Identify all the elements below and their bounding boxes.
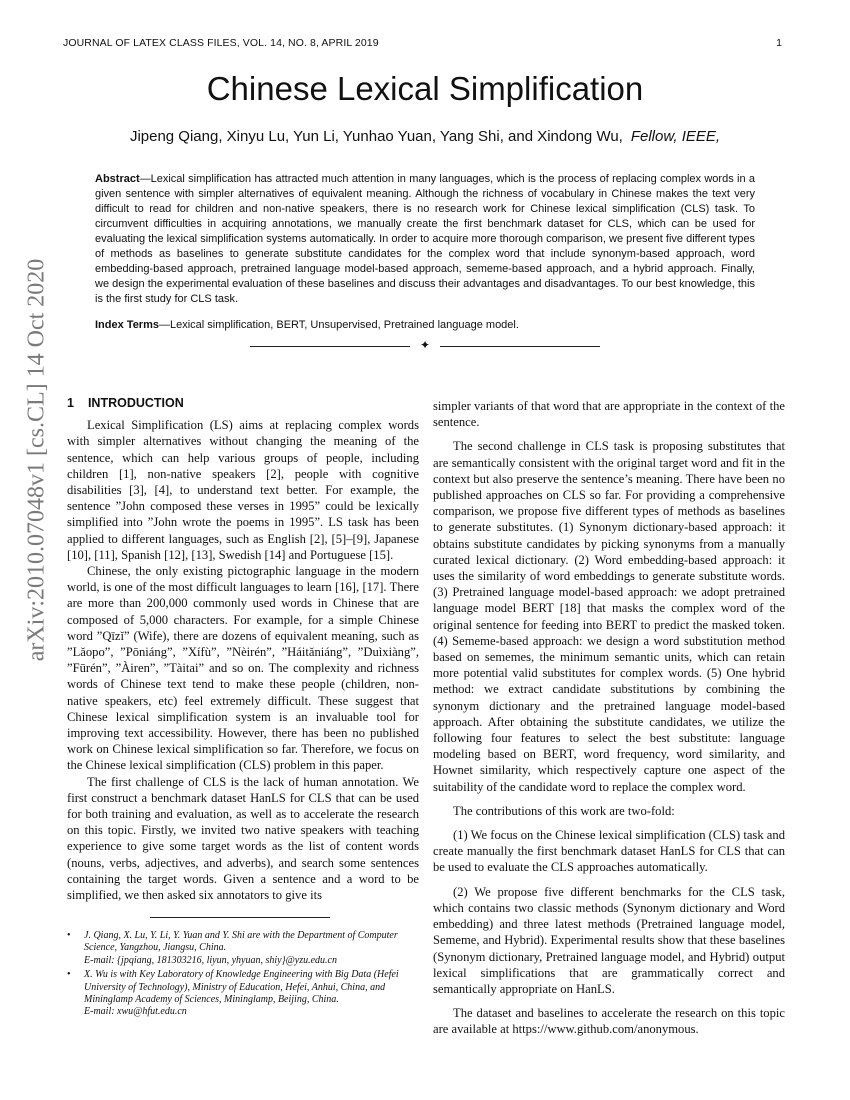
left-column — [67, 395, 419, 903]
running-header: JOURNAL OF LATEX CLASS FILES, VOL. 14, NO. 8, APRIL 2019 — [63, 37, 379, 49]
body-paragraph: (2) We propose five different benchmarks for the CLS task, which contains two classic methods (Synonym dictionary and Word embedding) and three latest methods (Pretrained language model, Sememe, and Hybrid). Experimental results show that these baselines (Synonym dictionary, Pretrained language model, and Hybrid) output lexical simplifications that are grammatically correct and semantically appropriate on HanLS. — [433, 884, 785, 996]
section-title: INTRODUCTION — [87, 396, 184, 410]
body-paragraph: The first challenge of CLS is the lack of human annotation. We first construct a benchmark dataset HanLS for CLS that can be used for both training and evaluation, as well as to accelerate the research on this topic. Firstly, we invited two native speakers with teaching experience to give some target words as the list of content words (nouns, verbs, adjectives, and adverbs), and search some sentences containing the target words. Given a sentence and a word to be simplified, we then asked six annotators to give its — [67, 774, 419, 903]
abstract — [95, 172, 755, 307]
divider-line-right — [440, 346, 600, 347]
footnote-affiliation: J. Qiang, X. Lu, Y. Li, Y. Yuan and Y. Shi are with the Department of Computer Science, Yangzhou, Jiangsu, China. — [84, 930, 398, 954]
body-paragraph: (1) We focus on the Chinese lexical simplification (CLS) task and create manually the first benchmark dataset HanLS for CLS that can be used to evaluate the CLS approaches automatically. — [433, 828, 785, 875]
arxiv-stamp: arXiv:2010.07048v1 [cs.CL] 14 Oct 2020 — [23, 258, 50, 662]
footnote-rule — [150, 917, 330, 918]
author-names: Jipeng Qiang, Xinyu Lu, Yun Li, Yunhao Yuan, Yang Shi, and Xindong Wu, — [129, 128, 623, 145]
page-number: 1 — [776, 37, 782, 49]
footnote-email: E-mail: xwu@hfut.edu.cn — [84, 1006, 187, 1018]
divider-diamond-icon: ✦ — [420, 338, 431, 352]
footnote-item — [67, 930, 419, 967]
paper-title: Chinese Lexical Simplification — [206, 70, 644, 107]
body-paragraph: The second challenge in CLS task is proposing substitutes that are semantically consistent with the original target word and fit in the context but also preserve the sentence’s meaning. There have been no published approaches on CLS so far. For providing a comprehensive comparison, we propose five different types of methods as baselines to generate substitutes. (1) Synonym dictionary-based approach: it obtains substitute candidates by picking synonyms from a manually curated lexical dictionary. (2) Word embedding-based approach: it uses the similarity of word embeddings to generate substitute words. (3) Pretrained language model-based approach: we adopt pretrained language model BERT [18] that masks the complex word of the original sentence for feeding into BERT to predict the masked token. (4) Sememe-based approach: we design a word substitution method based on sememes, the minimum semantic units, which can retain more potential valid substitutes for complex words. (5) One hybrid method: we extract candidate substitutions by combining the synonym dictionary and the pretrained language model-based approach. After obtaining the substitute candidates, we utilize the following four features to select the best substitute: language modeling based on BERT, word frequency, word similarity, and Hownet similarity, which respectively capture one aspect of the suitability of the candidate word to replace the complex word. — [433, 439, 785, 794]
body-paragraph: Lexical Simplification (LS) aims at replacing complex words with simpler alternatives without changing the meaning of the sentence, which can help various groups of people, including children [1], non-native speakers [2], people with cognitive disabilities [3], [4], to understand text better. For example, the sentence ”John composed these verses in 1995” could be lexically simplified into ”John wrote the poems in 1995”. LS task has been applied to different languages, such as English [2], [5]–[9], Japanese [10], [11], Spanish [12], [13], Swedish [14] and Portuguese [15]. — [67, 418, 419, 562]
right-column — [433, 398, 785, 1038]
section-number: 1 — [67, 396, 74, 410]
divider-line-left — [250, 346, 410, 347]
section-divider — [250, 338, 600, 352]
abstract-text: —Lexical simplification has attracted much attention in many languages, which is the process of replacing complex words in a given sentence with simpler alternatives of equivalent meaning. Although the richness of vocabulary in Chinese makes the text very difficult to read for children and non-native speakers, there is no research work for Chinese lexical simplification (CLS) task. To circumvent difficulties in acquiring annotations, we manually create the first benchmark dataset for CLS, which can be used for evaluating the lexical simplification systems automatically. In order to acquire more thorough comparison, we present five different types of methods as baselines to generate substitute candidates for the complex word that include synonym-based approach, word embedding-based approach, pretrained language model-based approach, sememe-based approach, and a hybrid approach. Finally, we design the experimental evaluation of these baselines and discuss their advantages and disadvantages. To our best knowledge, this is the first study for CLS task. — [95, 173, 755, 305]
section-heading — [67, 395, 419, 411]
author-fellow: Fellow, IEEE, — [630, 128, 721, 145]
body-paragraph: Chinese, the only existing pictographic language in the modern world, is one of the most difficult languages to learn [16], [17]. There are more than 200,000 commonly used words in Chinese that are composed of 5,000 characters. For example, for a simple Chinese word ”Qīzǐ” (Wife), there are dozens of equivalent meaning, such as ”Lǎopo”, ”Pōniáng”, ”Xífù”, ”Nèirén”, ”Háitǎniáng”, ”Duìxiàng”, ”Fūrén”, ”Àiren”, ”Tàitai” and so on. The complexity and richness words of Chinese text tend to make these people (children, non-native speakers, etc) feel extremely difficult. These suggest that Chinese lexical simplification system is an invaluable tool for improving text accessibility. However, there has been no published work on Chinese lexical simplification so far. Therefore, we focus on the Chinese lexical simplification (CLS) problem in this paper. — [67, 564, 419, 773]
footnote-email: E-mail: {jpqiang, 181303216, liyun, yhyuan, shiy}@yzu.edu.cn — [84, 954, 337, 966]
abstract-label: Abstract — [95, 173, 140, 185]
footnotes — [67, 930, 419, 1021]
body-paragraph: The dataset and baselines to accelerate the research on this topic are available at https://www.github.com/anonymous. — [433, 1006, 785, 1037]
body-paragraph: The contributions of this work are two-fold: — [453, 803, 675, 818]
index-terms — [95, 319, 755, 331]
footnote-affiliation: X. Wu is with Key Laboratory of Knowledge Engineering with Big Data (Hefei University of Technology), Ministry of Education, Hefei, Anhui, China, and Mininglamp Academy of Sciences, Mininglamp, Beijing, China. — [84, 969, 399, 1006]
bullet-icon: • — [67, 969, 71, 981]
index-terms-label: Index Terms — [95, 319, 159, 331]
bullet-icon: • — [67, 930, 71, 941]
index-terms-text: —Lexical simplification, BERT, Unsupervised, Pretrained language model. — [159, 319, 519, 331]
footnote-item — [67, 969, 419, 1019]
body-paragraph: simpler variants of that word that are appropriate in the context of the sentence. — [433, 399, 785, 430]
author-list — [0, 128, 850, 145]
